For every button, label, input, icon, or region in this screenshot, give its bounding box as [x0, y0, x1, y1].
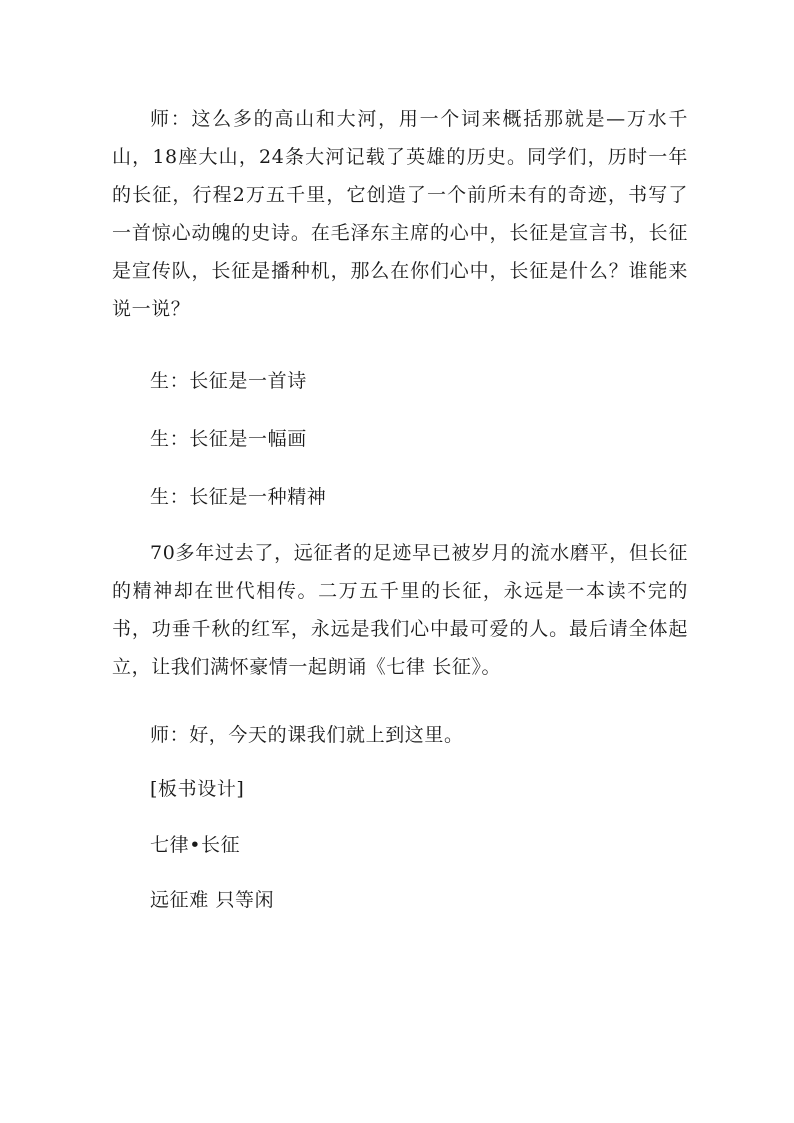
board-line-1: 远征难 只等闲: [150, 889, 275, 911]
student-answer-spirit: 生：长征是一种精神: [150, 486, 327, 508]
student-answer-painting: 生：长征是一幅画: [150, 428, 307, 450]
closing-paragraph: 70多年过去了，远征者的足迹早已被岁月的流水磨平，但长征的精神却在世代相传。二万五千里的长征，永远是一本读不完的书，功垂千秋的红军，永远是我们心中最可爱的人。最后请全体起立，让我们满怀豪情一起朗诵《七律 长征》。: [112, 542, 688, 678]
teacher-dismissal-line: 师：好，今天的课我们就上到这里。: [150, 724, 464, 746]
board-design-heading: [板书设计]: [150, 778, 245, 800]
board-title: 七律•长征: [150, 834, 241, 856]
teacher-summary-paragraph: 师：这么多的高山和大河，用一个词来概括那就是—万水千山，18座大山，24条大河记载了英雄的历史。同学们，历时一年的长征，行程2万五千里，它创造了一个前所未有的奇迹，书写了一首惊心动魄的史诗。在毛泽东主席的心中，长征是宣言书，长征是宣传队，长征是播种机，那么在你们心中，长征是什么？谁能来说一说？: [112, 108, 688, 320]
student-answer-poem: 生：长征是一首诗: [150, 370, 307, 392]
